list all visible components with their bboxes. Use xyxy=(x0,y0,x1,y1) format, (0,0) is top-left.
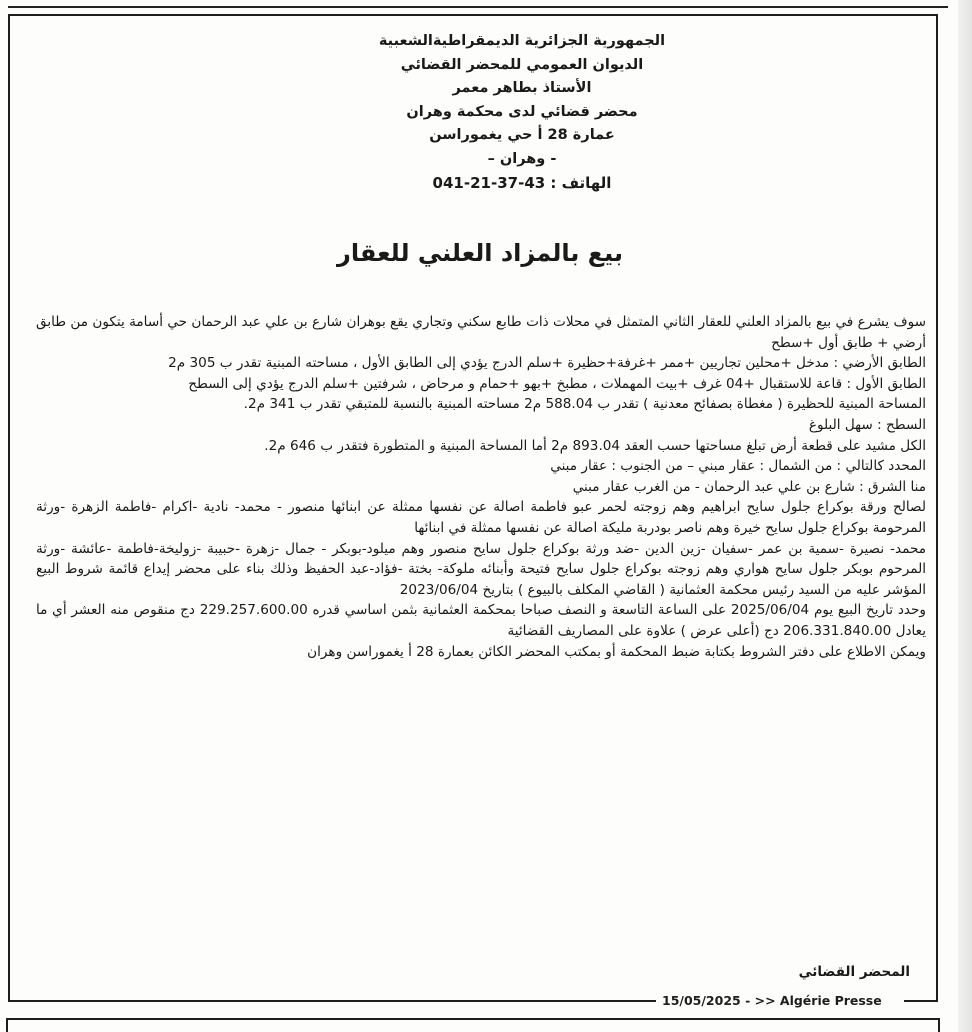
garage-area: المساحة المبنية للحظيرة ( مغطاة بصفائح معدنية ) تقدر ب 588.04 م2 مساحته المبنية بالنسبة للمتبقي تقدر ب 341 م2. xyxy=(243,396,926,413)
page-edge xyxy=(958,0,972,1032)
publication-credit: 15/05/2025 - >> Algérie Presse xyxy=(662,993,882,1008)
bottom-divider-left xyxy=(8,1000,656,1002)
previous-ad-edge xyxy=(0,0,972,10)
property-intro: سوف يشرع في بيع بالمزاد العلني للعقار الثاني المتمثل في محلات ذات طابع سكني وتجاري يقع بوهران شارع بن علي عبد الرحمان حي أسامة يتكون من طابق أرضي + طابق أول +سطح xyxy=(36,314,926,351)
office-phone: الهاتف : 43-37-21-041 xyxy=(432,174,612,192)
republic-name: الجمهورية الجزائرية الديمقراطيةالشعبية xyxy=(378,33,666,49)
sale-date-and-price: وحدد تاريخ البيع يوم 2025/06/04 على الساعة التاسعة و النصف صباحا بمحكمة العثمانية بثمن اساسي قدره 229.257.600.00 دج منقوص منه العشر أي ما يعادل 206.331.840.00 دج (أعلى عرض ) علاوة على المصاريف القضائية xyxy=(36,602,926,639)
signature: المحضر القضائي xyxy=(798,964,910,980)
ground-floor-description: الطابق الأرضي : مدخل +محلين تجاريين +ممر +غرفة+حظيرة +سلم الدرج يؤدي إلى الطابق الأول ، مساحته المبنية تقدر ب 305 م2 xyxy=(168,355,926,372)
next-advertisement-frame xyxy=(6,1018,940,1032)
boundaries-east-west: منا الشرق : شارع بن علي عبد الرحمان - من الغرب عقار مبني xyxy=(572,478,926,495)
office-address: عمارة 28 أ حي يغموراسن xyxy=(429,127,615,143)
court-name: محضر قضائي لدى محكمة وهران xyxy=(406,103,638,120)
land-area: الكل مشيد على قطعة أرض تبلغ مساحتها حسب العقد 893.04 م2 أما المساحة المبنية و المتطورة فتقدر ب 646 م2. xyxy=(264,437,926,454)
office-city: - وهران – xyxy=(487,150,557,167)
consultation-notice: ويمكن الاطلاع على دفتر الشروط بكتابة ضبط المحكمة أو بمكتب المحضر الكائن بعمارة 28 أ يغموراسن وهران xyxy=(307,643,926,660)
bailiff-name: الأستاذ بطاهر معمر xyxy=(452,80,592,96)
roof-description: السطح : سهل البلوغ xyxy=(808,416,926,433)
page-title: بيع بالمزاد العلني للعقار xyxy=(337,239,623,267)
first-floor-description: الطابق الأول : قاعة للاستقبال +04 غرف +بيت المهملات ، مطبخ +بهو +حمام و مرحاض ، شرفتين +سلم الدرج يؤدي إلى السطح xyxy=(188,375,926,392)
office-name: الديوان العمومي للمحضر القضائي xyxy=(400,56,644,73)
announcement-body xyxy=(36,312,926,662)
top-divider xyxy=(8,6,948,8)
claimants: لصالح ورقة بوكراع جلول سايح ابراهيم وهم زوجته لحمر عبو فاطمة اصالة عن نفسها ممثلة عن ابنائها منصور - محمد- نادية -اكرام -فاطمة الزهرة -ورثة المرحومة بوكراع جلول سايح خيرة وهم ناصر بودربة مليكة اصالة عن نفسها ممثلة في ابنائها xyxy=(36,499,926,536)
bottom-divider-right xyxy=(904,1000,938,1002)
issuer-header xyxy=(0,30,960,195)
defendants-and-conditions: محمد- نصيرة -سمية بن عمر -سفيان -زين الدين -ضد ورثة بوكراع جلول سايح منصور وهم ميلود-بوبكر - جمال -زهرة -حبيبة -زوليخة-فاطمة -عائشة -ورثة المرحوم بوبكر جلول سايح هواري وهم زوجته بوكراع جلول سايح فتيحة وأبنائه ملوكة- بختة -فؤاد-عبد الحفيظ وذلك بناء على محضر إيداع قائمة شروط البيع المؤشر عليه من السيد رئيس محكمة العثمانية ( القاضي المكلف بالبيوع ) بتاريخ 2023/06/04 xyxy=(36,540,926,598)
boundaries-north-south: المحدد كالتالي : من الشمال : عقار مبني – من الجنوب : عقار مبني xyxy=(550,458,926,475)
